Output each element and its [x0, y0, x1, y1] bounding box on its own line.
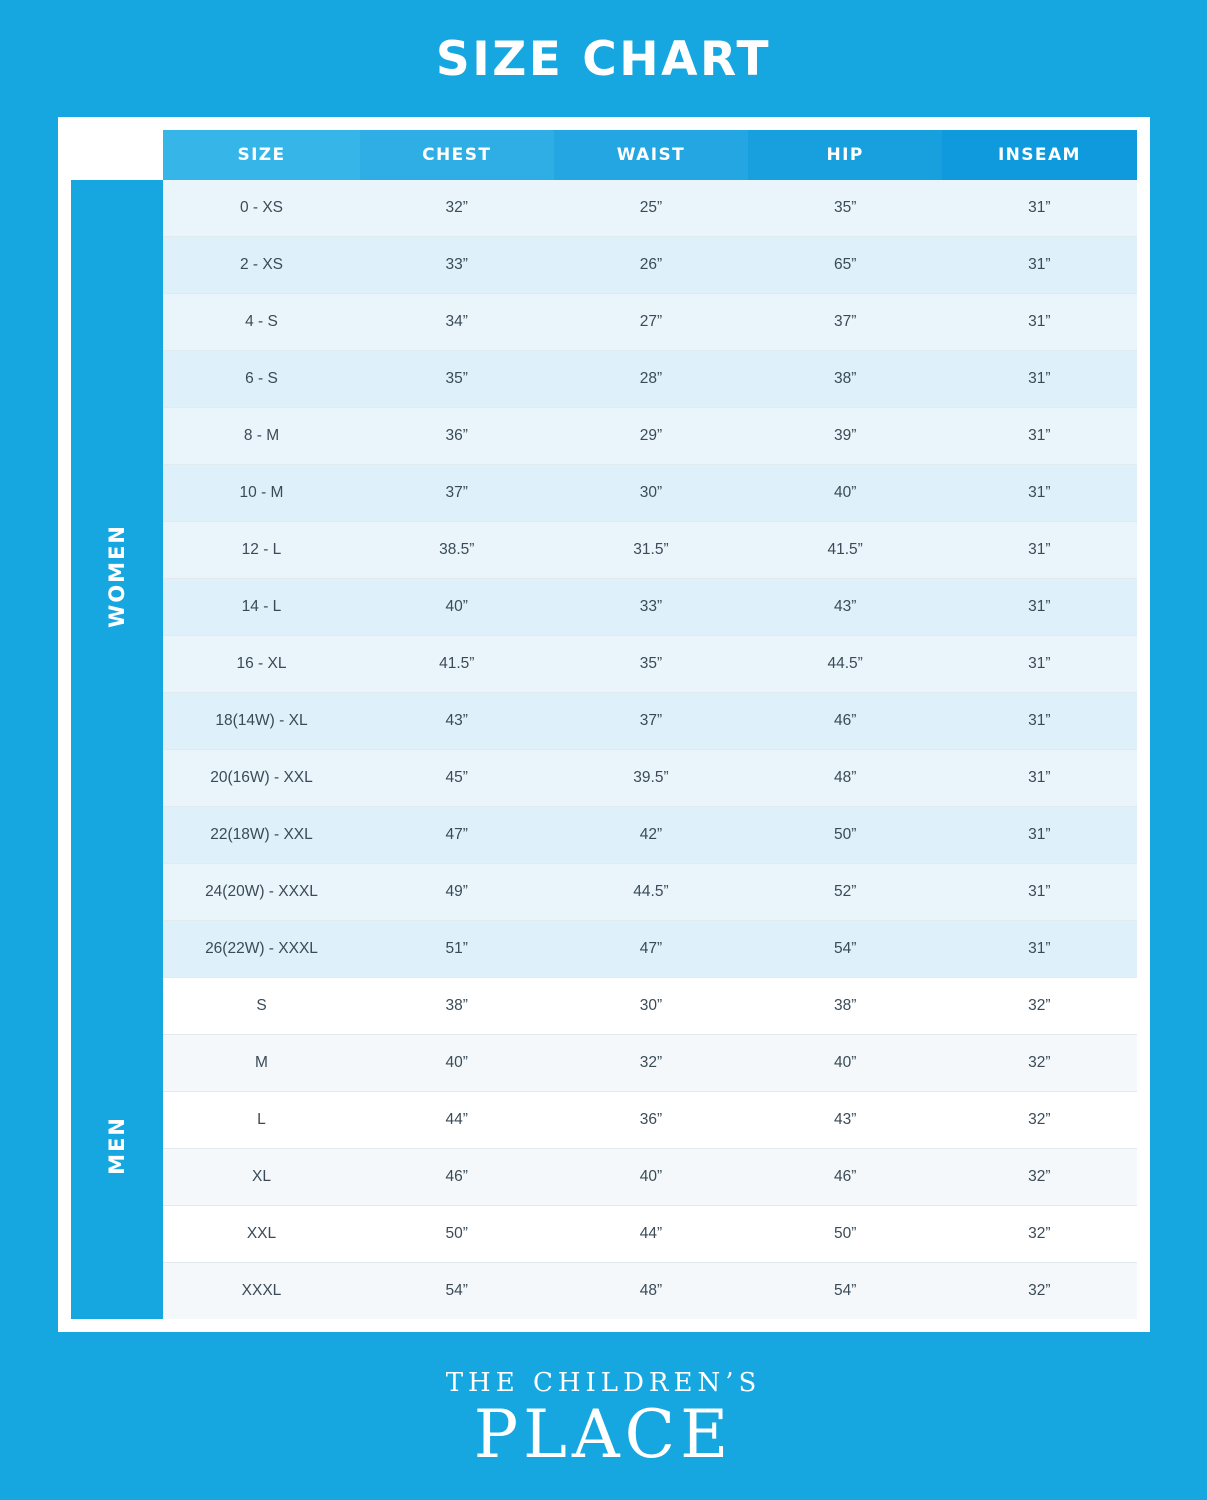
table-row [71, 579, 1137, 636]
cell-chest: 41.5” [360, 636, 554, 693]
cell-size: 18(14W) - XL [163, 693, 359, 750]
group-label-text: MEN [104, 1116, 129, 1176]
cell-chest: 47” [360, 807, 554, 864]
cell-hip: 54” [748, 1263, 942, 1320]
table-row [71, 1035, 1137, 1092]
cell-inseam: 32” [942, 1206, 1136, 1263]
table-row [71, 180, 1137, 237]
cell-size: 2 - XS [163, 237, 359, 294]
cell-hip: 43” [748, 1092, 942, 1149]
cell-inseam: 31” [942, 921, 1136, 978]
cell-chest: 38” [360, 978, 554, 1035]
cell-inseam: 31” [942, 864, 1136, 921]
cell-hip: 50” [748, 807, 942, 864]
cell-inseam: 31” [942, 237, 1136, 294]
cell-size: 26(22W) - XXXL [163, 921, 359, 978]
cell-size: M [163, 1035, 359, 1092]
cell-hip: 40” [748, 465, 942, 522]
cell-size: 8 - M [163, 408, 359, 465]
cell-hip: 50” [748, 1206, 942, 1263]
column-header-chest: CHEST [360, 130, 554, 180]
cell-hip: 46” [748, 1149, 942, 1206]
cell-inseam: 31” [942, 465, 1136, 522]
cell-inseam: 31” [942, 294, 1136, 351]
cell-size: 6 - S [163, 351, 359, 408]
table-row [71, 750, 1137, 807]
cell-size: L [163, 1092, 359, 1149]
cell-hip: 38” [748, 978, 942, 1035]
table-row [71, 978, 1137, 1035]
cell-inseam: 32” [942, 1263, 1136, 1320]
cell-inseam: 31” [942, 180, 1136, 237]
group-label-women [71, 180, 164, 978]
cell-waist: 25” [554, 180, 748, 237]
cell-chest: 43” [360, 693, 554, 750]
cell-size: 0 - XS [163, 180, 359, 237]
table-row [71, 1092, 1137, 1149]
column-header-waist: WAIST [554, 130, 748, 180]
table-header [71, 130, 1137, 180]
cell-waist: 30” [554, 978, 748, 1035]
table-header-row [71, 130, 1137, 180]
cell-size: S [163, 978, 359, 1035]
cell-inseam: 31” [942, 408, 1136, 465]
cell-hip: 40” [748, 1035, 942, 1092]
cell-waist: 42” [554, 807, 748, 864]
table-body [71, 180, 1137, 1319]
cell-waist: 30” [554, 465, 748, 522]
cell-inseam: 31” [942, 579, 1136, 636]
cell-chest: 40” [360, 1035, 554, 1092]
cell-waist: 44.5” [554, 864, 748, 921]
table-row [71, 1206, 1137, 1263]
cell-waist: 37” [554, 693, 748, 750]
cell-size: 16 - XL [163, 636, 359, 693]
cell-waist: 31.5” [554, 522, 748, 579]
cell-inseam: 31” [942, 807, 1136, 864]
cell-hip: 35” [748, 180, 942, 237]
cell-waist: 32” [554, 1035, 748, 1092]
brand-logo [445, 1368, 762, 1473]
table-row [71, 351, 1137, 408]
cell-waist: 40” [554, 1149, 748, 1206]
brand-logo-line1: THE CHILDREN’S [445, 1368, 762, 1398]
cell-size: 24(20W) - XXXL [163, 864, 359, 921]
cell-inseam: 31” [942, 351, 1136, 408]
column-header-size: SIZE [163, 130, 359, 180]
cell-waist: 27” [554, 294, 748, 351]
cell-size: 22(18W) - XXL [163, 807, 359, 864]
cell-size: 20(16W) - XXL [163, 750, 359, 807]
cell-size: XXXL [163, 1263, 359, 1320]
cell-waist: 39.5” [554, 750, 748, 807]
cell-inseam: 32” [942, 1092, 1136, 1149]
size-chart-table [71, 130, 1137, 1319]
cell-chest: 36” [360, 408, 554, 465]
table-row [71, 1263, 1137, 1320]
cell-hip: 39” [748, 408, 942, 465]
cell-size: 4 - S [163, 294, 359, 351]
table-row [71, 864, 1137, 921]
table-row [71, 921, 1137, 978]
cell-waist: 33” [554, 579, 748, 636]
cell-inseam: 32” [942, 1149, 1136, 1206]
cell-hip: 48” [748, 750, 942, 807]
cell-waist: 26” [554, 237, 748, 294]
cell-chest: 49” [360, 864, 554, 921]
cell-chest: 38.5” [360, 522, 554, 579]
column-header-hip: HIP [748, 130, 942, 180]
cell-chest: 40” [360, 579, 554, 636]
cell-chest: 37” [360, 465, 554, 522]
cell-hip: 44.5” [748, 636, 942, 693]
cell-waist: 48” [554, 1263, 748, 1320]
column-header-inseam: INSEAM [942, 130, 1136, 180]
cell-hip: 41.5” [748, 522, 942, 579]
cell-size: XL [163, 1149, 359, 1206]
cell-hip: 46” [748, 693, 942, 750]
table-row [71, 294, 1137, 351]
cell-size: XXL [163, 1206, 359, 1263]
cell-waist: 44” [554, 1206, 748, 1263]
cell-chest: 50” [360, 1206, 554, 1263]
cell-hip: 37” [748, 294, 942, 351]
cell-inseam: 32” [942, 978, 1136, 1035]
cell-hip: 65” [748, 237, 942, 294]
cell-chest: 33” [360, 237, 554, 294]
cell-chest: 54” [360, 1263, 554, 1320]
cell-inseam: 31” [942, 693, 1136, 750]
cell-inseam: 31” [942, 750, 1136, 807]
table-row [71, 807, 1137, 864]
cell-hip: 52” [748, 864, 942, 921]
cell-chest: 45” [360, 750, 554, 807]
brand-logo-line2: PLACE [473, 1396, 734, 1473]
cell-chest: 46” [360, 1149, 554, 1206]
cell-hip: 54” [748, 921, 942, 978]
page-title: SIZE CHART [435, 32, 772, 87]
cell-waist: 28” [554, 351, 748, 408]
cell-chest: 34” [360, 294, 554, 351]
size-chart-card [58, 117, 1150, 1332]
table-row [71, 1149, 1137, 1206]
table-row [71, 636, 1137, 693]
table-row [71, 237, 1137, 294]
cell-chest: 32” [360, 180, 554, 237]
cell-inseam: 32” [942, 1035, 1136, 1092]
cell-waist: 35” [554, 636, 748, 693]
cell-size: 14 - L [163, 579, 359, 636]
group-label-text: WOMEN [104, 524, 129, 629]
cell-waist: 29” [554, 408, 748, 465]
table-row [71, 465, 1137, 522]
cell-size: 10 - M [163, 465, 359, 522]
cell-chest: 35” [360, 351, 554, 408]
table-row [71, 408, 1137, 465]
cell-chest: 44” [360, 1092, 554, 1149]
cell-hip: 43” [748, 579, 942, 636]
table-row [71, 522, 1137, 579]
cell-size: 12 - L [163, 522, 359, 579]
cell-inseam: 31” [942, 522, 1136, 579]
group-label-men [71, 978, 164, 1320]
cell-hip: 38” [748, 351, 942, 408]
cell-waist: 36” [554, 1092, 748, 1149]
cell-inseam: 31” [942, 636, 1136, 693]
cell-waist: 47” [554, 921, 748, 978]
cell-chest: 51” [360, 921, 554, 978]
table-row [71, 693, 1137, 750]
header-group-corner [71, 130, 164, 180]
